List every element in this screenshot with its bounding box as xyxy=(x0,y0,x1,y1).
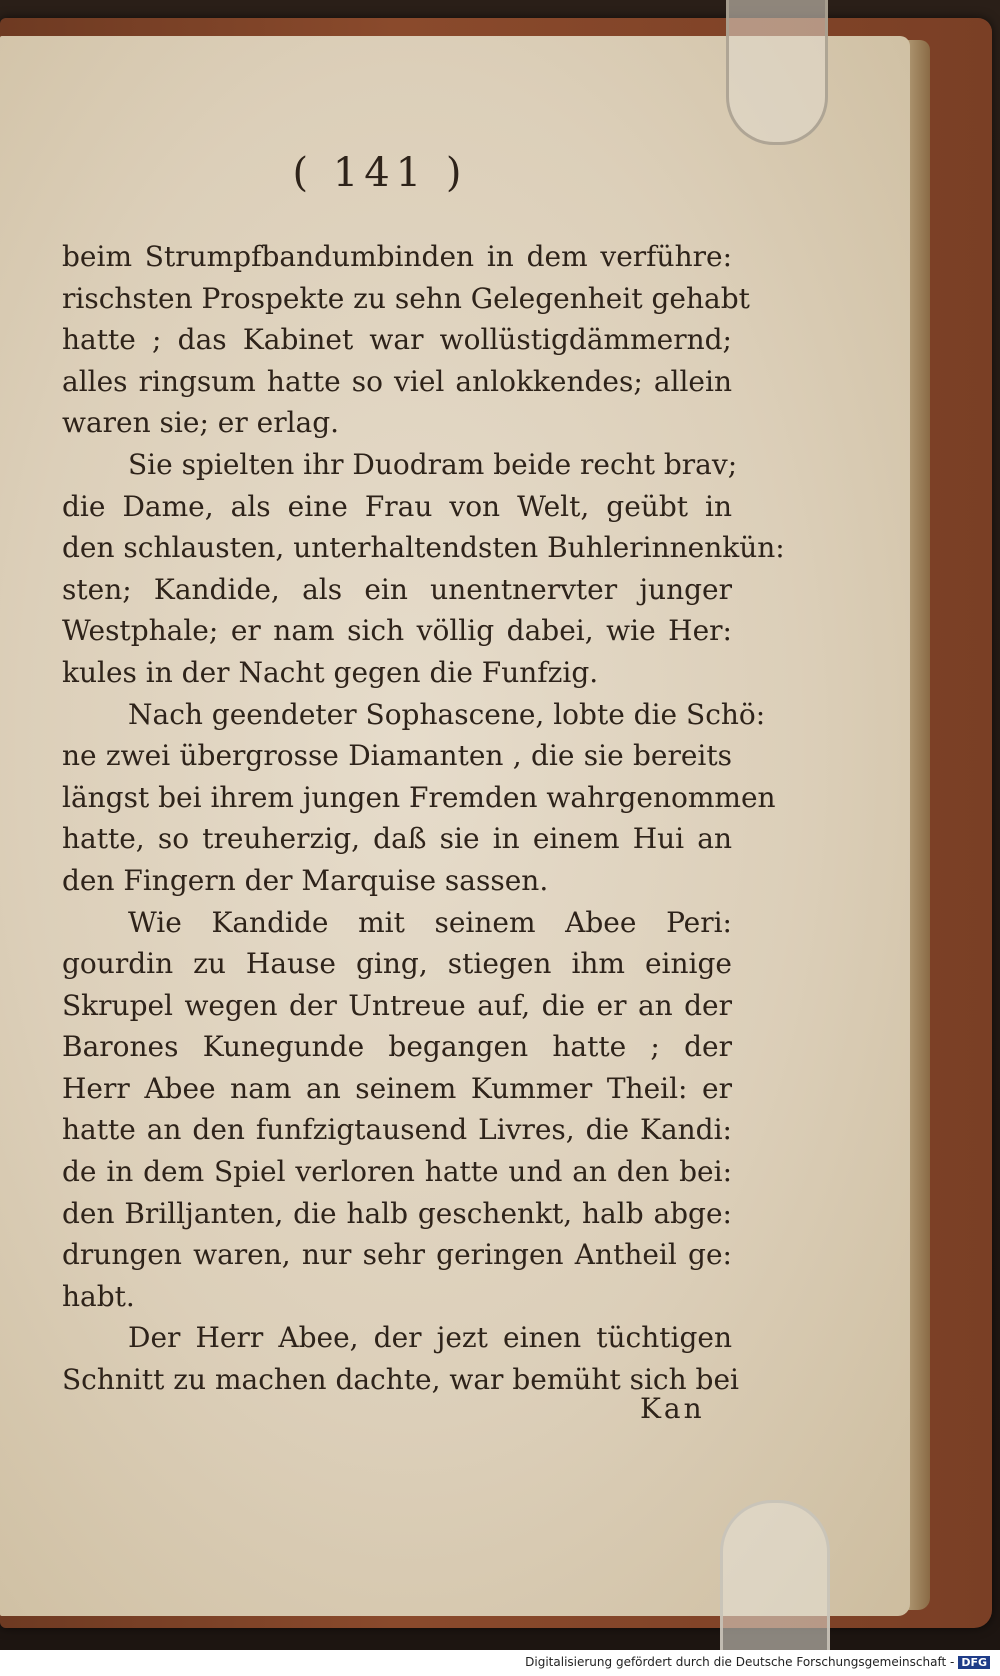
text-line: de in dem Spiel verloren hatte und an den bei: xyxy=(62,1155,732,1189)
text-line: rischsten Prospekte zu sehn Gelegenheit gehabt xyxy=(62,281,750,315)
text-line: Sie spielten ihr Duodram beide recht brav; xyxy=(128,447,738,481)
text-line: die Dame, als eine Frau von Welt, geübt in xyxy=(62,489,732,523)
text-line: Der Herr Abee, der jezt einen tüchtigen xyxy=(128,1321,732,1355)
text-line: Nach geendeter Sophascene, lobte die Schö: xyxy=(128,697,766,731)
text-line: ne zwei übergrosse Diamanten , die sie bereits xyxy=(62,739,732,773)
text-line: den Brilljanten, die halb geschenkt, halb abge: xyxy=(62,1196,732,1230)
body-text xyxy=(62,236,785,1401)
text-line: Westphale; er nam sich völlig dabei, wie Her: xyxy=(62,614,732,648)
page-clip-top xyxy=(726,0,828,145)
credit-text: Digitalisierung gefördert durch die Deutsche Forschungsgemeinschaft - xyxy=(525,1655,955,1669)
text-line: Skrupel wegen der Untreue auf, die er an der xyxy=(62,988,732,1022)
text-line: sten; Kandide, als ein unentnervter junger xyxy=(62,572,732,606)
text-line: gourdin zu Hause ging, stiegen ihm einige xyxy=(62,947,732,981)
text-line: waren sie; er erlag. xyxy=(62,406,340,440)
text-line: beim Strumpfbandumbinden in dem verführe: xyxy=(62,240,732,273)
text-line: hatte, so treuherzig, daß sie in einem Hui an xyxy=(62,822,732,856)
funding-credit xyxy=(525,1655,990,1669)
catchword: Kan xyxy=(640,1392,705,1425)
text-line: hatte ; das Kabinet war wollüstigdämmernd; xyxy=(62,323,732,357)
text-line: hatte an den funfzigtausend Livres, die Kandi: xyxy=(62,1113,732,1147)
text-line: Schnitt zu machen dachte, war bemüht sich bei xyxy=(62,1363,739,1397)
text-line: alles ringsum hatte so viel anlokkendes; allein xyxy=(62,364,732,398)
text-line: längst bei ihrem jungen Fremden wahrgenommen xyxy=(62,780,776,814)
text-line: kules in der Nacht gegen die Funfzig. xyxy=(62,655,599,689)
page-clip-bottom xyxy=(720,1500,830,1653)
text-line: habt. xyxy=(62,1279,135,1313)
text-line: drungen waren, nur sehr geringen Antheil ge: xyxy=(62,1238,732,1272)
page-number-header: ( 141 ) xyxy=(292,150,468,196)
text-line: Wie Kandide mit seinem Abee Peri: xyxy=(128,905,732,939)
text-line: Herr Abee nam an seinem Kummer Theil: er xyxy=(62,1071,732,1105)
text-line: den schlausten, unterhaltendsten Buhlerinnenkün: xyxy=(62,531,785,565)
text-line: Barones Kunegunde begangen hatte ; der xyxy=(62,1030,732,1064)
dfg-logo: DFG xyxy=(958,1656,990,1669)
text-line: den Fingern der Marquise sassen. xyxy=(62,863,549,897)
